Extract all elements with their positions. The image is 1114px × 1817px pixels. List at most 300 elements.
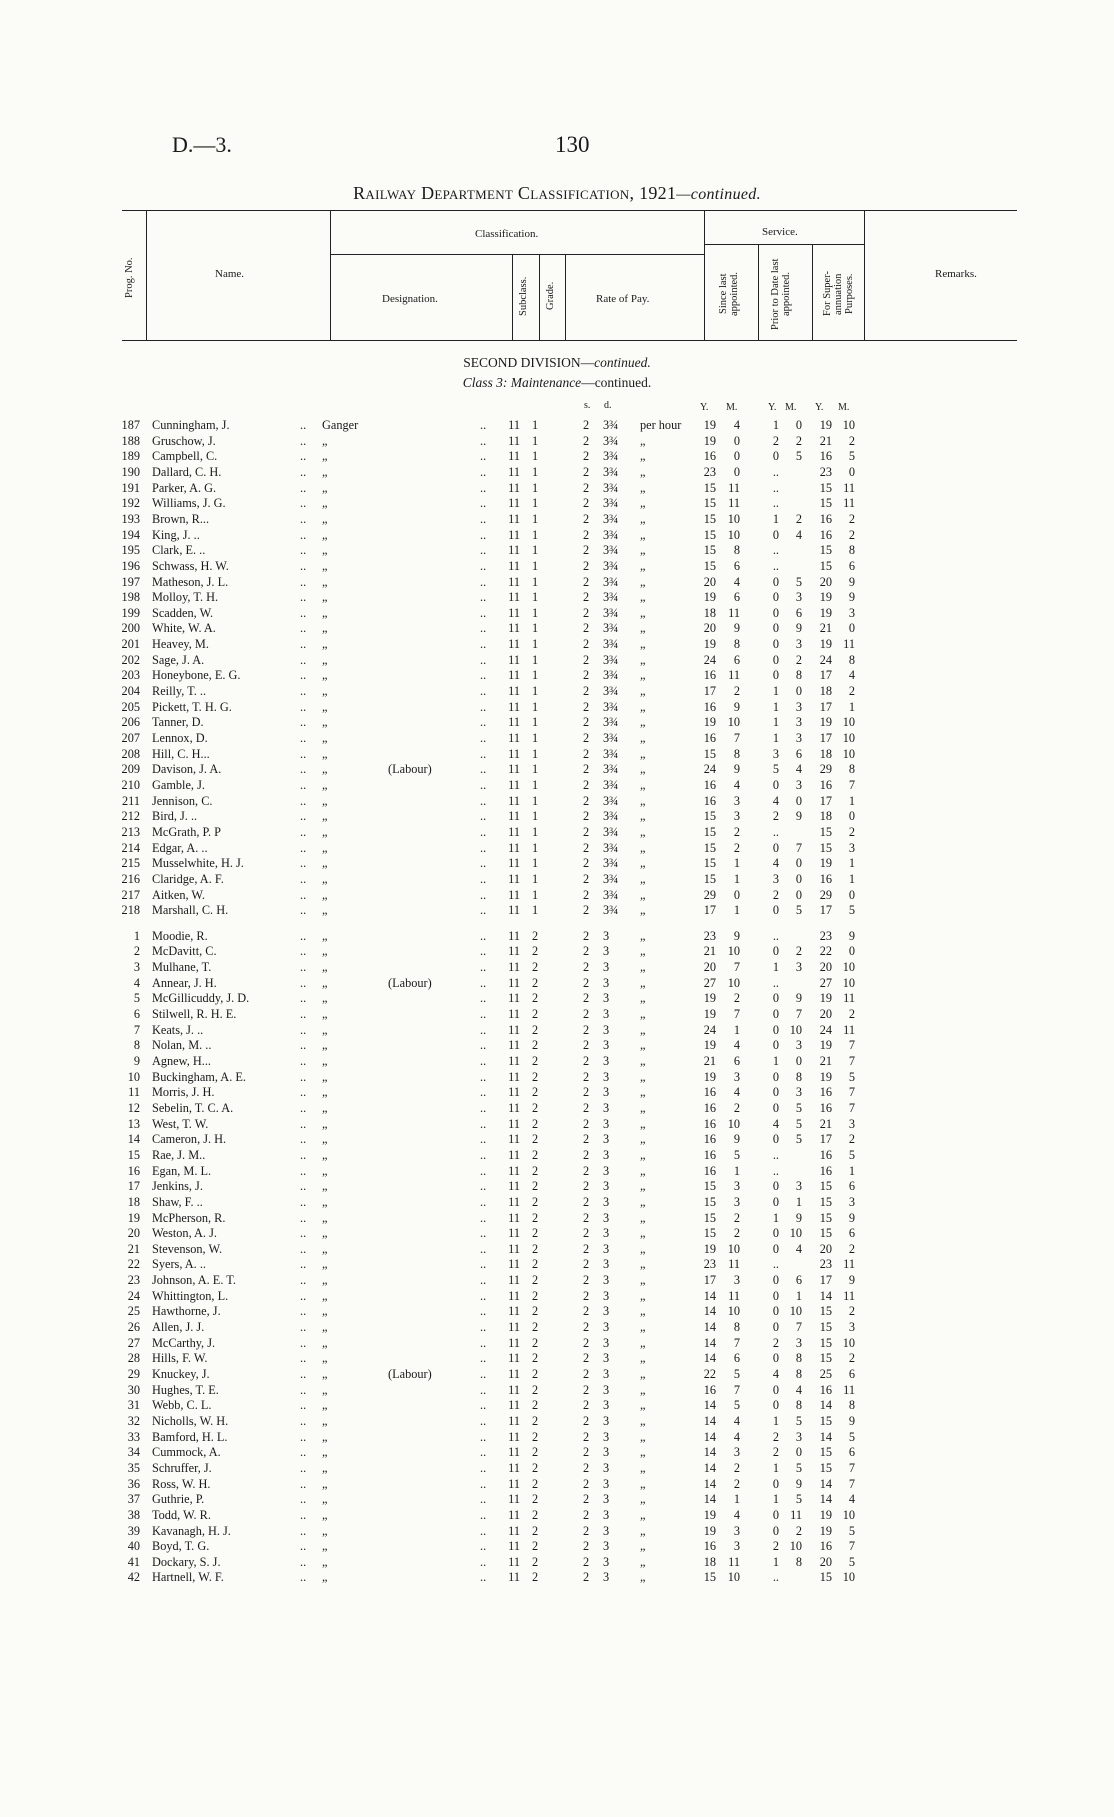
cell-super-months: 2 xyxy=(848,527,855,542)
leader-dots: .. xyxy=(480,1257,487,1272)
cell-subclass: 11 xyxy=(508,1257,520,1272)
cell-super-years: 23 xyxy=(819,928,832,943)
cell-prior-months: 3 xyxy=(795,1085,802,1100)
since-last-heading: Since last appointed. xyxy=(718,271,740,317)
cell-rate-shillings: 2 xyxy=(583,746,590,761)
cell-super-years: 29 xyxy=(819,887,832,902)
cell-rate-unit: „ xyxy=(640,1273,646,1288)
cell-rate-shillings: 2 xyxy=(583,621,590,636)
cell-rate-pence: 3¾ xyxy=(603,527,619,542)
cell-since-years: 16 xyxy=(703,1163,716,1178)
cell-rate-unit: „ xyxy=(640,1523,646,1538)
cell-since-years: 14 xyxy=(703,1288,716,1303)
leader-dots: .. xyxy=(480,871,487,886)
cell-super-years: 29 xyxy=(819,762,832,777)
table-row xyxy=(0,449,1114,464)
leader-dots: .. xyxy=(480,527,487,542)
cell-rate-shillings: 2 xyxy=(583,1054,590,1068)
cell-super-years: 21 xyxy=(819,1116,832,1131)
cell-prior-months: 10 xyxy=(789,1022,802,1037)
cell-rate-shillings: 2 xyxy=(583,1507,590,1522)
cell-subclass: 11 xyxy=(508,1335,520,1350)
cell-super-months: 1 xyxy=(848,856,855,871)
cell-grade: 1 xyxy=(532,684,539,699)
cell-subclass: 11 xyxy=(508,496,520,511)
cell-prior-years: .. xyxy=(772,824,779,839)
cell-rate-pence: 3¾ xyxy=(603,558,619,573)
cell-rate-pence: 3 xyxy=(603,1038,610,1053)
cell-rate-unit: „ xyxy=(640,1194,646,1209)
cell-since-months: 2 xyxy=(733,1476,740,1491)
cell-subclass: 11 xyxy=(508,1554,520,1569)
cell-prior-months: 5 xyxy=(795,1492,802,1507)
for-super-heading: For Super-annuation Purposes. xyxy=(822,271,855,317)
table-row xyxy=(0,809,1114,824)
table-row xyxy=(0,1038,1114,1053)
cell-designation: „ xyxy=(322,1492,328,1507)
cell-prior-months: 0 xyxy=(795,1445,802,1460)
cell-rate-unit: „ xyxy=(640,975,646,990)
cell-grade: 1 xyxy=(532,715,539,730)
cell-rate-pence: 3¾ xyxy=(603,793,619,808)
leader-dots: .. xyxy=(480,480,487,495)
cell-designation: „ xyxy=(322,1100,328,1115)
cell-name: King, J. .. xyxy=(152,527,200,542)
cell-super-years: 20 xyxy=(819,1241,832,1256)
cell-since-years: 27 xyxy=(703,975,716,990)
cell-super-months: 10 xyxy=(842,731,855,745)
cell-since-months: 10 xyxy=(727,1304,740,1319)
table-row xyxy=(0,1273,1114,1288)
cell-super-years: 14 xyxy=(819,1398,832,1413)
cell-since-months: 2 xyxy=(733,991,740,1006)
cell-grade: 2 xyxy=(532,1288,539,1303)
cell-name: Matheson, J. L. xyxy=(152,574,229,589)
leader-dots: .. xyxy=(480,1226,487,1241)
table-row xyxy=(0,794,1114,809)
cell-super-years: 15 xyxy=(819,1226,832,1241)
cell-name: Nolan, M. .. xyxy=(152,1038,212,1053)
cell-since-months: 10 xyxy=(727,1116,740,1131)
cell-rate-unit: „ xyxy=(640,464,646,479)
cell-super-years: 19 xyxy=(819,1523,832,1538)
cell-designation-note: (Labour) xyxy=(388,1367,432,1381)
cell-prog-no: 13 xyxy=(127,1116,140,1131)
cell-name: Parker, A. G. xyxy=(152,480,217,495)
cell-since-years: 17 xyxy=(703,684,716,699)
cell-rate-shillings: 2 xyxy=(583,1210,590,1225)
leader-dots: .. xyxy=(480,574,487,589)
cell-rate-shillings: 2 xyxy=(583,903,590,918)
cell-super-months: 11 xyxy=(843,637,855,652)
cell-prior-years: 0 xyxy=(772,1132,779,1147)
cell-rate-unit: „ xyxy=(640,590,646,605)
cell-rate-pence: 3 xyxy=(603,1007,610,1022)
cell-rate-unit: „ xyxy=(640,558,646,573)
cell-since-years: 24 xyxy=(703,1022,716,1037)
table-row xyxy=(0,1555,1114,1570)
cell-rate-pence: 3¾ xyxy=(603,887,619,902)
cell-super-months: 6 xyxy=(848,1179,855,1194)
cell-prior-months: 3 xyxy=(795,1429,802,1444)
cell-designation: „ xyxy=(322,1085,328,1100)
cell-super-months: 10 xyxy=(842,418,855,432)
cell-since-years: 17 xyxy=(703,903,716,918)
cell-super-years: 23 xyxy=(819,1257,832,1272)
cell-rate-pence: 3¾ xyxy=(603,496,619,511)
cell-prog-no: 27 xyxy=(127,1335,140,1350)
cell-designation: „ xyxy=(322,699,328,714)
cell-prog-no: 190 xyxy=(121,464,140,479)
cell-subclass: 11 xyxy=(508,1069,520,1084)
cell-prog-no: 214 xyxy=(121,840,140,855)
cell-name: Molloy, T. H. xyxy=(152,590,219,605)
cell-prog-no: 5 xyxy=(133,991,140,1006)
cell-prior-years: 0 xyxy=(772,621,779,636)
cell-prior-months: 3 xyxy=(795,715,802,730)
cell-name: Honeybone, E. G. xyxy=(152,668,241,683)
table-row xyxy=(0,1351,1114,1366)
leader-dots: .. xyxy=(300,1194,307,1209)
cell-subclass: 11 xyxy=(508,1413,520,1428)
cell-rate-pence: 3 xyxy=(603,1382,610,1397)
cell-subclass: 11 xyxy=(508,856,520,871)
cell-super-months: 9 xyxy=(848,574,855,589)
cell-super-years: 16 xyxy=(819,527,832,542)
cell-super-years: 20 xyxy=(819,1007,832,1022)
cell-super-months: 2 xyxy=(848,684,855,699)
cell-since-months: 11 xyxy=(728,605,740,620)
cell-super-months: 7 xyxy=(848,1539,855,1554)
table-row xyxy=(0,715,1114,730)
cell-subclass: 11 xyxy=(508,1116,520,1131)
cell-prior-months: 3 xyxy=(795,1335,802,1350)
table-row xyxy=(0,731,1114,746)
cell-prior-months: 6 xyxy=(795,1273,802,1288)
cell-super-years: 20 xyxy=(819,1554,832,1569)
cell-since-years: 20 xyxy=(703,960,716,975)
leader-dots: .. xyxy=(300,871,307,886)
cell-prior-years: .. xyxy=(772,1147,779,1162)
cell-super-months: 6 xyxy=(848,1445,855,1460)
cell-subclass: 11 xyxy=(508,1132,520,1147)
cell-subclass: 11 xyxy=(508,777,520,792)
leader-dots: .. xyxy=(300,731,307,745)
cell-super-months: 10 xyxy=(842,1570,855,1585)
cell-rate-unit: „ xyxy=(640,1163,646,1178)
cell-designation: „ xyxy=(322,543,328,558)
cell-subclass: 11 xyxy=(508,1147,520,1162)
cell-rate-shillings: 2 xyxy=(583,1476,590,1491)
cell-super-years: 15 xyxy=(819,1413,832,1428)
cell-name: Tanner, D. xyxy=(152,715,204,730)
table-row xyxy=(0,1070,1114,1085)
cell-designation: „ xyxy=(322,1210,328,1225)
cell-grade: 1 xyxy=(532,652,539,667)
cell-prior-months: 3 xyxy=(795,1038,802,1053)
leader-dots: .. xyxy=(480,1413,487,1428)
cell-rate-shillings: 2 xyxy=(583,1570,590,1585)
cell-grade: 1 xyxy=(532,840,539,855)
cell-rate-shillings: 2 xyxy=(583,1523,590,1538)
cell-rate-shillings: 2 xyxy=(583,1147,590,1162)
cell-rate-shillings: 2 xyxy=(583,871,590,886)
cell-prior-months: 0 xyxy=(795,887,802,902)
cell-super-years: 15 xyxy=(819,1179,832,1194)
cell-prior-years: 0 xyxy=(772,1304,779,1319)
cell-designation: „ xyxy=(322,1570,328,1585)
cell-since-years: 19 xyxy=(703,418,716,432)
table-row xyxy=(0,1539,1114,1554)
leader-dots: .. xyxy=(480,746,487,761)
cell-designation: „ xyxy=(322,1288,328,1303)
cell-prior-years: 0 xyxy=(772,1007,779,1022)
cell-name: Cummock, A. xyxy=(152,1445,221,1460)
leader-dots: .. xyxy=(300,975,307,990)
unit-years-3: Y. xyxy=(815,402,824,413)
cell-subclass: 11 xyxy=(508,840,520,855)
cell-prior-months: 3 xyxy=(795,1179,802,1194)
cell-super-years: 15 xyxy=(819,1304,832,1319)
cell-name: Brown, R... xyxy=(152,511,210,526)
cell-super-months: 1 xyxy=(848,699,855,714)
cell-since-years: 23 xyxy=(703,1257,716,1272)
leader-dots: .. xyxy=(480,1351,487,1366)
cell-prog-no: 201 xyxy=(121,637,140,652)
cell-since-years: 15 xyxy=(703,543,716,558)
leader-dots: .. xyxy=(300,1492,307,1507)
cell-super-years: 16 xyxy=(819,1147,832,1162)
cell-designation: „ xyxy=(322,1273,328,1288)
table-row xyxy=(0,1336,1114,1351)
cell-grade: 2 xyxy=(532,1147,539,1162)
cell-since-months: 3 xyxy=(733,1179,740,1194)
leader-dots: .. xyxy=(480,840,487,855)
cell-rate-shillings: 2 xyxy=(583,715,590,730)
leader-dots: .. xyxy=(300,699,307,714)
cell-subclass: 11 xyxy=(508,699,520,714)
cell-subclass: 11 xyxy=(508,1445,520,1460)
cell-prior-years: .. xyxy=(772,496,779,511)
cell-prior-years: 4 xyxy=(772,1367,779,1381)
cell-prog-no: 39 xyxy=(127,1523,140,1538)
leader-dots: .. xyxy=(300,1570,307,1585)
cell-grade: 1 xyxy=(532,731,539,745)
cell-since-months: 3 xyxy=(733,1539,740,1554)
leader-dots: .. xyxy=(480,1273,487,1288)
cell-rate-pence: 3¾ xyxy=(603,511,619,526)
cell-since-months: 2 xyxy=(733,1460,740,1475)
cell-prior-years: .. xyxy=(772,480,779,495)
cell-super-months: 11 xyxy=(843,1257,855,1272)
cell-rate-pence: 3¾ xyxy=(603,777,619,792)
cell-subclass: 11 xyxy=(508,944,520,959)
cell-name: Hughes, T. E. xyxy=(152,1382,219,1397)
cell-rate-shillings: 2 xyxy=(583,1257,590,1272)
cell-since-years: 21 xyxy=(703,944,716,959)
cell-prior-years: 4 xyxy=(772,793,779,808)
cell-super-years: 16 xyxy=(819,1382,832,1397)
cell-rate-pence: 3 xyxy=(603,1179,610,1194)
cell-designation: „ xyxy=(322,480,328,495)
cell-since-years: 16 xyxy=(703,1116,716,1131)
class-continued: —continued. xyxy=(581,375,652,390)
cell-rate-unit: „ xyxy=(640,1085,646,1100)
leader-dots: .. xyxy=(480,1022,487,1037)
cell-since-years: 15 xyxy=(703,1194,716,1209)
cell-designation: „ xyxy=(322,1241,328,1256)
leader-dots: .. xyxy=(300,1320,307,1335)
cell-prog-no: 192 xyxy=(121,496,140,511)
grade-heading: Grade. xyxy=(545,281,556,311)
cell-since-years: 16 xyxy=(703,1147,716,1162)
cell-rate-shillings: 2 xyxy=(583,1320,590,1335)
col-divider-7 xyxy=(758,244,759,340)
cell-prog-no: 199 xyxy=(121,605,140,620)
cell-subclass: 11 xyxy=(508,824,520,839)
leader-dots: .. xyxy=(300,1445,307,1460)
service-heading: Service. xyxy=(762,226,798,238)
cell-super-years: 24 xyxy=(819,1022,832,1037)
cell-prog-no: 9 xyxy=(133,1054,140,1068)
cell-rate-unit: „ xyxy=(640,511,646,526)
cell-designation: „ xyxy=(322,824,328,839)
cell-subclass: 11 xyxy=(508,793,520,808)
leader-dots: .. xyxy=(480,762,487,777)
table-row xyxy=(0,1226,1114,1241)
table-row xyxy=(0,543,1114,558)
cell-prog-no: 216 xyxy=(121,871,140,886)
cell-since-months: 6 xyxy=(733,652,740,667)
cell-prior-years: 5 xyxy=(772,762,779,777)
cell-prior-months: 8 xyxy=(795,668,802,683)
leader-dots: .. xyxy=(300,1476,307,1491)
cell-rate-shillings: 2 xyxy=(583,1022,590,1037)
cell-rate-unit: „ xyxy=(640,637,646,652)
cell-rate-unit: „ xyxy=(640,1022,646,1037)
cell-rate-unit: „ xyxy=(640,449,646,464)
cell-grade: 1 xyxy=(532,777,539,792)
cell-grade: 2 xyxy=(532,960,539,975)
leader-dots: .. xyxy=(300,1210,307,1225)
cell-prior-years: 0 xyxy=(772,527,779,542)
cell-super-years: 25 xyxy=(819,1367,832,1381)
table-row xyxy=(0,1117,1114,1132)
cell-since-years: 15 xyxy=(703,480,716,495)
cell-subclass: 11 xyxy=(508,684,520,699)
header-top-rule xyxy=(122,210,1017,211)
cell-prog-no: 24 xyxy=(127,1288,140,1303)
cell-super-years: 18 xyxy=(819,684,832,699)
cell-rate-unit: „ xyxy=(640,1429,646,1444)
table-row xyxy=(0,418,1114,433)
cell-prog-no: 38 xyxy=(127,1507,140,1522)
cell-grade: 2 xyxy=(532,928,539,943)
cell-designation: „ xyxy=(322,590,328,605)
cell-since-months: 1 xyxy=(733,1163,740,1178)
cell-name: Whittington, L. xyxy=(152,1288,229,1303)
cell-subclass: 11 xyxy=(508,731,520,745)
cell-rate-unit: „ xyxy=(640,731,646,745)
cell-since-months: 2 xyxy=(733,1100,740,1115)
table-row xyxy=(0,1007,1114,1022)
cell-rate-unit: „ xyxy=(640,1507,646,1522)
cell-since-years: 20 xyxy=(703,621,716,636)
leader-dots: .. xyxy=(300,1288,307,1303)
leader-dots: .. xyxy=(300,543,307,558)
cell-super-years: 15 xyxy=(819,1570,832,1585)
cell-designation: „ xyxy=(322,433,328,448)
cell-rate-shillings: 2 xyxy=(583,558,590,573)
leader-dots: .. xyxy=(480,621,487,636)
leader-dots: .. xyxy=(480,652,487,667)
cell-super-months: 4 xyxy=(848,1492,855,1507)
cell-super-months: 8 xyxy=(848,543,855,558)
cell-rate-shillings: 2 xyxy=(583,1132,590,1147)
table-row xyxy=(0,1257,1114,1272)
cell-rate-unit: „ xyxy=(640,1116,646,1131)
cell-super-years: 16 xyxy=(819,1539,832,1554)
cell-super-months: 2 xyxy=(848,824,855,839)
cell-since-months: 10 xyxy=(727,527,740,542)
leader-dots: .. xyxy=(300,1147,307,1162)
cell-super-months: 3 xyxy=(848,1194,855,1209)
leader-dots: .. xyxy=(480,418,487,432)
leader-dots: .. xyxy=(480,668,487,683)
cell-grade: 2 xyxy=(532,1554,539,1569)
cell-rate-shillings: 2 xyxy=(583,809,590,824)
class-label: Class 3: xyxy=(462,375,511,390)
cell-rate-unit: „ xyxy=(640,903,646,918)
cell-since-years: 16 xyxy=(703,699,716,714)
leader-dots: .. xyxy=(480,1163,487,1178)
leader-dots: .. xyxy=(480,1085,487,1100)
cell-prior-months: 5 xyxy=(795,1413,802,1428)
leader-dots: .. xyxy=(300,1398,307,1413)
cell-rate-pence: 3¾ xyxy=(603,480,619,495)
cell-super-years: 19 xyxy=(819,1069,832,1084)
cell-rate-pence: 3 xyxy=(603,1523,610,1538)
leader-dots: .. xyxy=(480,960,487,975)
leader-dots: .. xyxy=(300,856,307,871)
cell-subclass: 11 xyxy=(508,1523,520,1538)
cell-name: Guthrie, P. xyxy=(152,1492,205,1507)
cell-rate-shillings: 2 xyxy=(583,928,590,943)
leader-dots: .. xyxy=(300,1022,307,1037)
cell-subclass: 11 xyxy=(508,1492,520,1507)
cell-prog-no: 15 xyxy=(127,1147,140,1162)
cell-prog-no: 206 xyxy=(121,715,140,730)
cell-prior-months: 10 xyxy=(789,1539,802,1554)
cell-subclass: 11 xyxy=(508,928,520,943)
cell-prior-years: .. xyxy=(772,558,779,573)
cell-prior-months: 1 xyxy=(795,1288,802,1303)
cell-prior-months: 8 xyxy=(795,1351,802,1366)
cell-rate-shillings: 2 xyxy=(583,887,590,902)
cell-name: Mulhane, T. xyxy=(152,960,212,975)
cell-designation: „ xyxy=(322,1460,328,1475)
cell-subclass: 11 xyxy=(508,1460,520,1475)
cell-designation: „ xyxy=(322,684,328,699)
leader-dots: .. xyxy=(480,543,487,558)
cell-name: Bamford, H. L. xyxy=(152,1429,228,1444)
table-row xyxy=(0,1164,1114,1179)
cell-since-months: 3 xyxy=(733,1445,740,1460)
cell-prog-no: 4 xyxy=(133,975,140,990)
leader-dots: .. xyxy=(300,637,307,652)
cell-prog-no: 194 xyxy=(121,527,140,542)
cell-subclass: 11 xyxy=(508,903,520,918)
